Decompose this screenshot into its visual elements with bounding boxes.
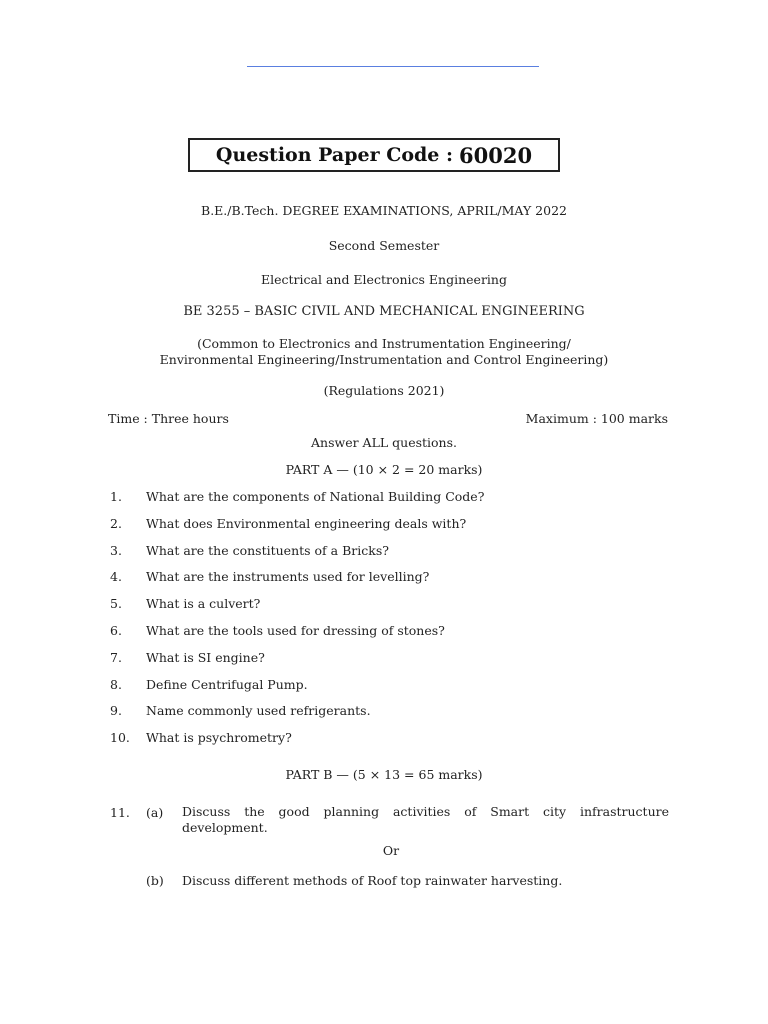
common-to-line-2: Environmental Engineering/Instrumentation and Control Engineering) xyxy=(159,352,609,367)
branch: Electrical and Electronics Engineering xyxy=(261,272,507,287)
question-number: 7. xyxy=(110,650,122,665)
or-separator: Or xyxy=(382,843,400,858)
question-number: 8. xyxy=(110,677,122,692)
question-text: What are the tools used for dressing of stones? xyxy=(146,623,445,638)
question-number: 2. xyxy=(110,516,122,531)
question-number: 3. xyxy=(110,543,122,558)
question-text: What are the components of National Building Code? xyxy=(146,489,485,504)
part-b-title: PART B — (5 × 13 = 65 marks) xyxy=(285,767,483,782)
question-text: What is psychrometry? xyxy=(146,730,292,745)
question-text: What does Environmental engineering deals with? xyxy=(146,516,467,531)
question-11a-line-2: development. xyxy=(182,820,268,835)
question-text: What is a culvert? xyxy=(146,596,261,611)
question-number-11: 11. xyxy=(110,805,130,820)
maximum-marks: Maximum : 100 marks xyxy=(525,411,668,426)
question-number: 4. xyxy=(110,569,122,584)
exam-duration: Time : Three hours xyxy=(108,411,229,426)
question-11b-label: (b) xyxy=(146,873,164,888)
question-11a-line-1: Discuss the good planning activities of Smart city infrastructure xyxy=(182,804,669,819)
question-text: What is SI engine? xyxy=(146,650,265,665)
question-text: What are the constituents of a Bricks? xyxy=(146,543,389,558)
part-a-title: PART A — (10 × 2 = 20 marks) xyxy=(285,462,483,477)
paper-code-label: Question Paper Code : xyxy=(215,144,454,166)
question-text: Define Centrifugal Pump. xyxy=(146,677,308,692)
question-text: What are the instruments used for levelling? xyxy=(146,569,430,584)
question-number: 10. xyxy=(110,730,130,745)
question-number: 9. xyxy=(110,703,122,718)
subject-title: BE 3255 – BASIC CIVIL AND MECHANICAL ENGINEERING xyxy=(183,304,585,319)
question-11a-label: (a) xyxy=(146,805,164,820)
question-number: 6. xyxy=(110,623,122,638)
question-paper-code-box xyxy=(188,138,560,172)
regulations: (Regulations 2021) xyxy=(323,383,445,398)
question-text: Name commonly used refrigerants. xyxy=(146,703,371,718)
semester: Second Semester xyxy=(328,238,440,253)
question-11b-text: Discuss different methods of Roof top rainwater harvesting. xyxy=(182,873,563,888)
question-number: 5. xyxy=(110,596,122,611)
top-divider-line xyxy=(247,66,539,67)
instruction: Answer ALL questions. xyxy=(311,435,457,450)
exam-title: B.E./B.Tech. DEGREE EXAMINATIONS, APRIL/MAY 2022 xyxy=(201,203,567,218)
common-to-line-1: (Common to Electronics and Instrumentation Engineering/ xyxy=(197,336,571,351)
question-number: 1. xyxy=(110,489,122,504)
paper-code-number: 60020 xyxy=(459,142,533,168)
